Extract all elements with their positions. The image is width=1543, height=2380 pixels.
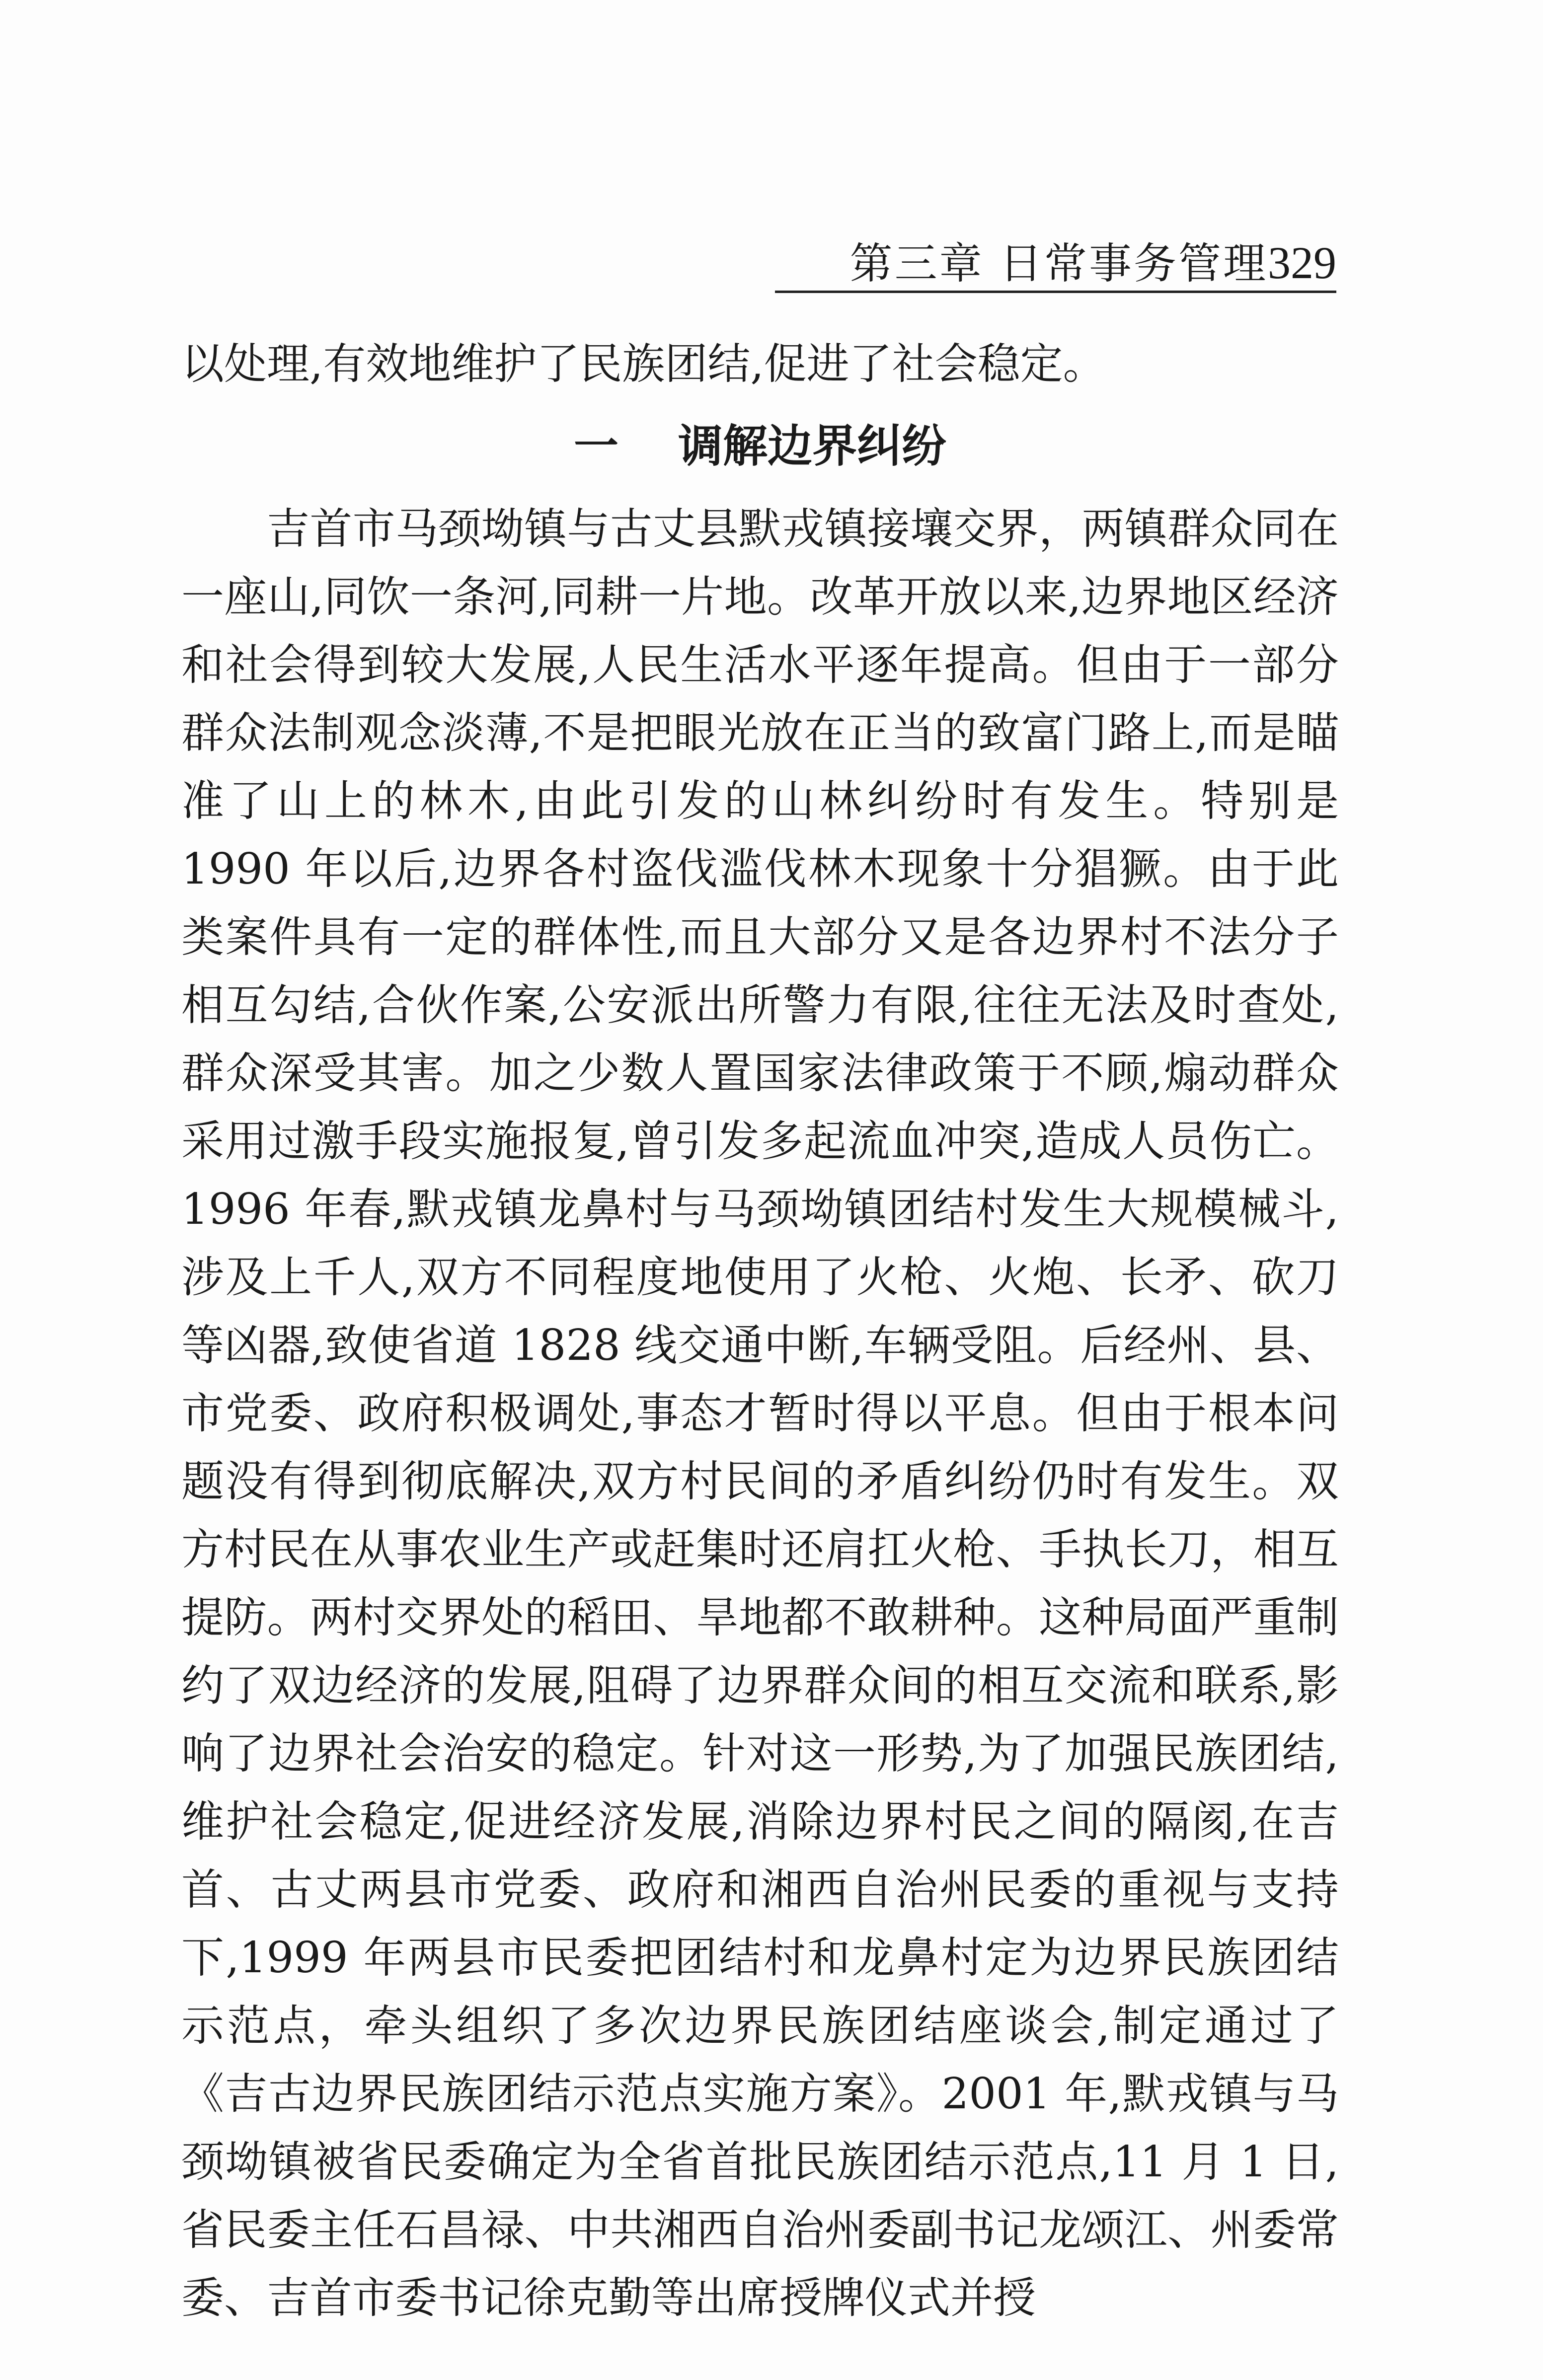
page-number: 329 (1268, 237, 1336, 288)
body-text (181, 330, 1339, 2332)
section-heading (181, 398, 1339, 495)
section-number: 一 (574, 420, 618, 472)
continuation-text: 以处理,有效地维护了民族团结,促进了社会稳定。 (181, 339, 1106, 389)
running-header-text (849, 237, 1336, 289)
section-title: 调解边界纠纷 (678, 420, 946, 472)
body-paragraph: 吉首市马颈坳镇与古丈县默戎镇接壤交界，两镇群众同在一座山,同饮一条河,同耕一片地。改革开放以来,边界地区经济和社会得到较大发展,人民生活水平逐年提高。但由于一部分群众法制观念淡薄,不是把眼光放在正当的致富门路上,而是瞄准了山上的林木,由此引发的山林纠纷时有发生。特别是 1990 年以后,边界各村盗伐滥伐林木现象十分猖獗。由于此类案件具有一定的群体性,而且大部分又是各边界村不法分子相互勾结,合伙作案,公安派出所警力有限,往往无法及时查处,群众深受其害。加之少数人置国家法律政策于不顾,煽动群众采用过激手段实施报复,曾引发多起流血冲突,造成人员伤亡。1996 年春,默戎镇龙鼻村与马颈坳镇团结村发生大规模械斗,涉及上千人,双方不同程度地使用了火枪、火炮、长矛、砍刀等凶器,致使省道 1828 线交通中断,车辆受阻。后经州、县、市党委、政府积极调处,事态才暂时得以平息。但由于根本问题没有得到彻底解决,双方村民间的矛盾纠纷仍时有发生。双方村民在从事农业生产或赶集时还肩扛火枪、手执长刀，相互提防。两村交界处的稻田、旱地都不敢耕种。这种局面严重制约了双边经济的发展,阻碍了边界群众间的相互交流和联系,影响了边界社会治安的稳定。针对这一形势,为了加强民族团结,维护社会稳定,促进经济发展,消除边界村民之间的隔阂,在吉首、古丈两县市党委、政府和湘西自治州民委的重视与支持下,1999 年两县市民委把团结村和龙鼻村定为边界民族团结示范点，牵头组织了多次边界民族团结座谈会,制定通过了《吉古边界民族团结示范点实施方案》。2001 年,默戎镇与马颈坳镇被省民委确定为全省首批民族团结示范点,11 月 1 日,省民委主任石昌禄、中共湘西自治州委副书记龙颂江、州委常委、吉首市委书记徐克勤等出席授牌仪式并授 (181, 504, 1339, 2323)
running-header (775, 233, 1336, 293)
chapter-title: 第三章 日常事务管理 (849, 239, 1268, 289)
